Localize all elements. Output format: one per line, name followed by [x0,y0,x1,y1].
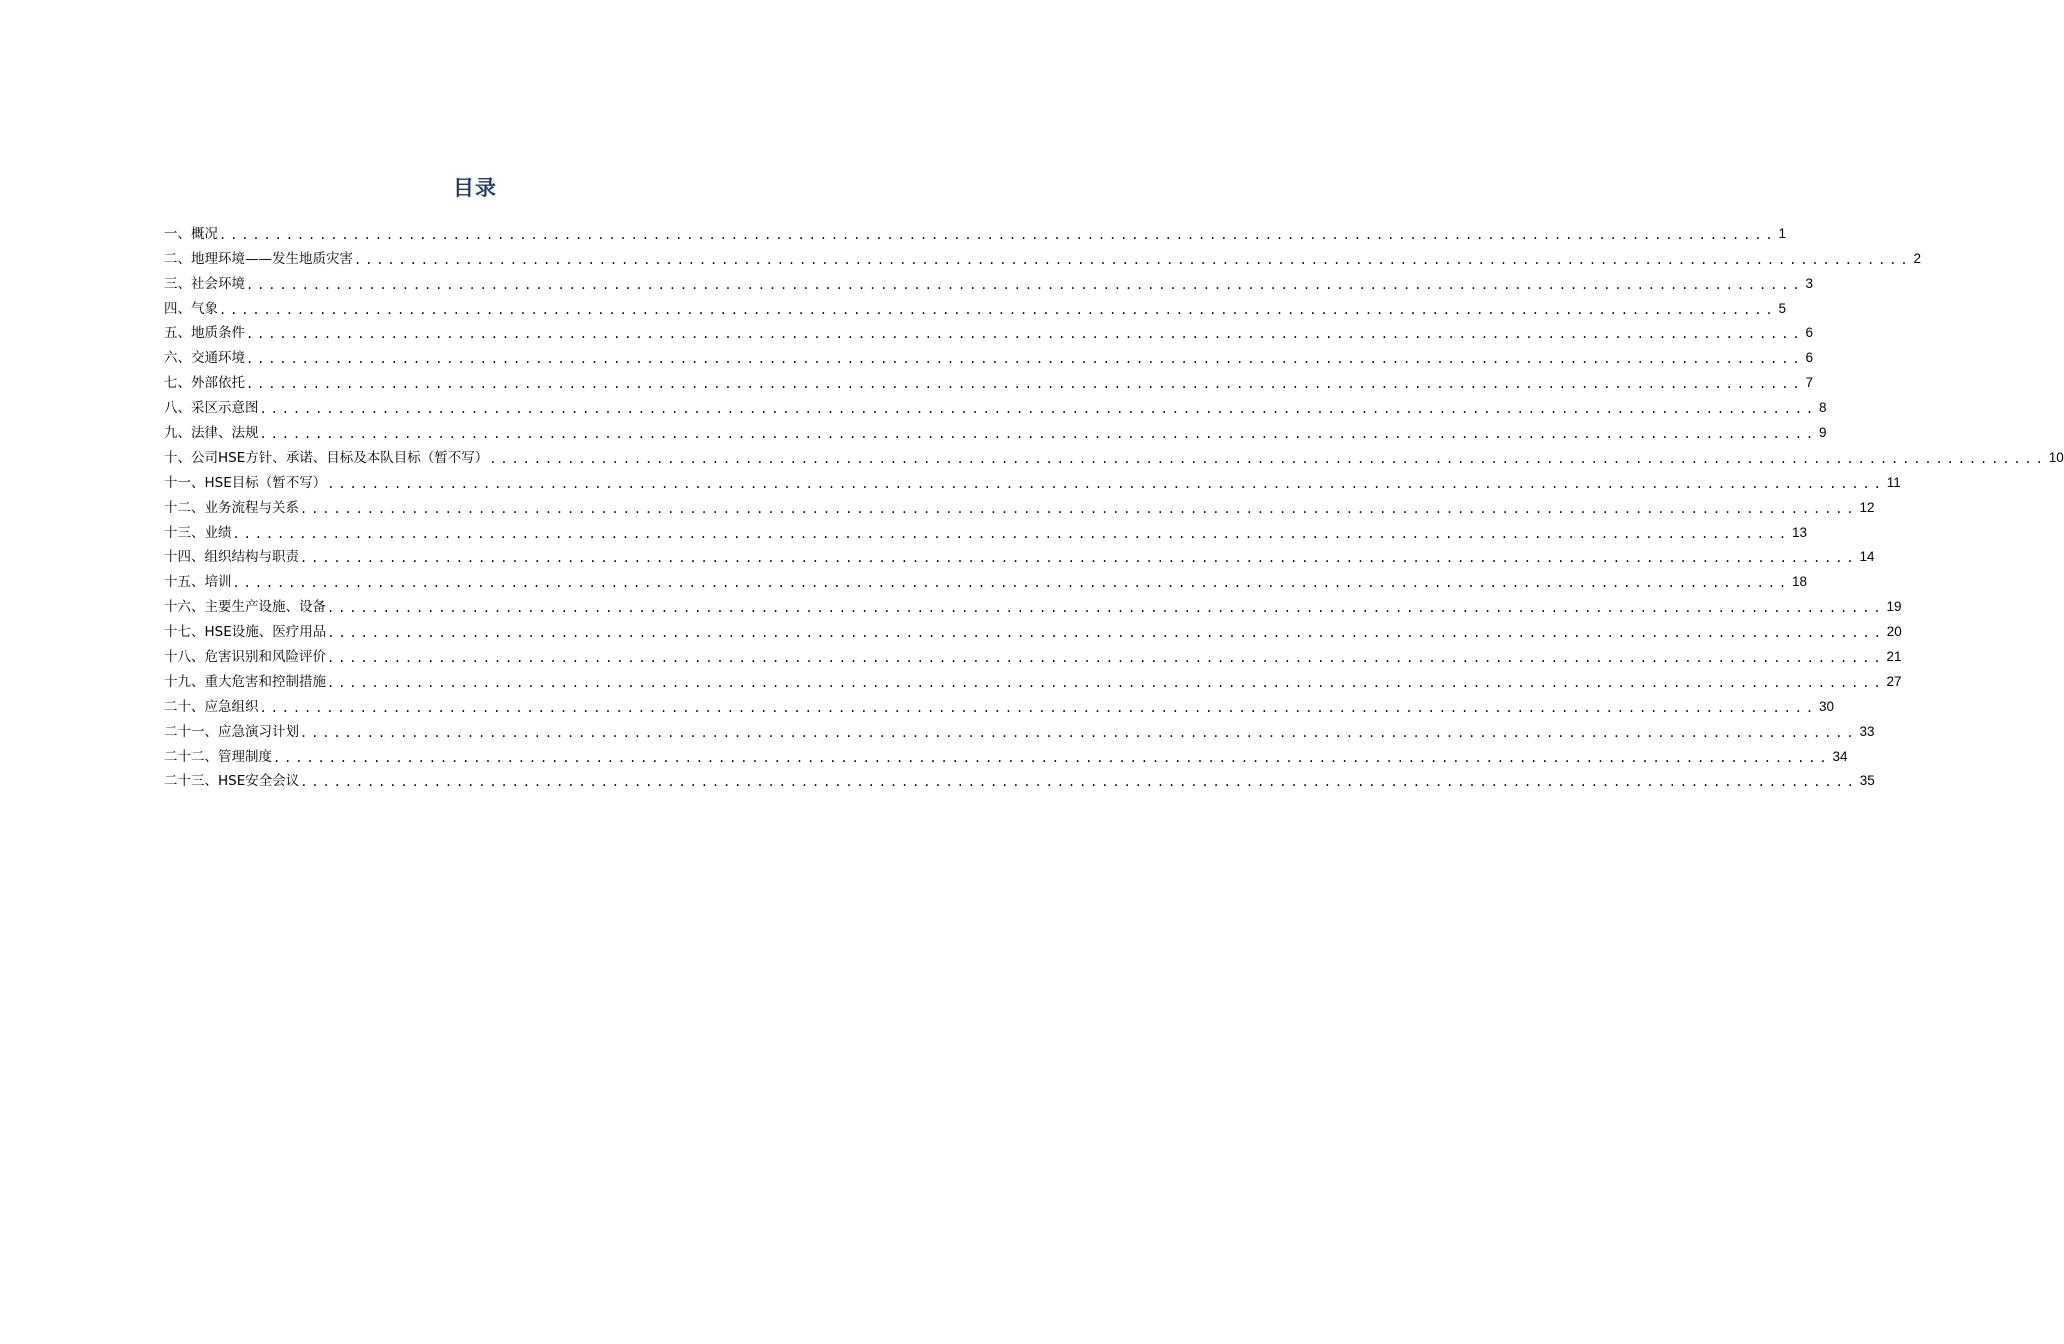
toc-entry-label: 二十二、管理制度 [164,748,272,765]
toc-entry-page-number: 8 [1818,400,1827,416]
toc-entry[interactable] [164,342,1813,367]
toc-entry[interactable] [164,243,1921,268]
toc-dot-leader: ............................................................................................................................................ [327,626,1885,641]
toc-entry-page-number: 1 [1778,225,1786,241]
toc-entry-page-number: 34 [1832,748,1848,764]
toc-entry-label: 八、采区示意图 [164,400,259,417]
toc-entry[interactable] [164,293,1786,318]
toc-dot-leader: ............................................................................................................................................ [259,402,1817,417]
toc-entry[interactable] [164,392,1827,417]
toc-entry[interactable] [164,268,1813,293]
toc-entry[interactable] [164,218,1786,243]
toc-title: 目录 [453,176,497,200]
toc-entry[interactable] [164,716,1875,741]
toc-dot-leader: ............................................................................................................................................ [246,352,1804,367]
toc-entry-page-number: 10 [2048,449,2064,465]
toc-entry[interactable] [164,417,1827,442]
toc-entry[interactable] [164,666,1902,691]
toc-entry-page-number: 27 [1886,673,1902,689]
toc-entry[interactable] [164,367,1813,392]
toc-entry-page-number: 19 [1886,599,1902,615]
toc-entry-label: 七、外部依托 [164,375,245,392]
toc-dot-leader: ............................................................................................................................................ [259,427,1817,442]
toc-entry-label: 二十三、HSE安全会议 [164,773,300,790]
toc-entry-label: 二十一、应急演习计划 [164,723,299,740]
toc-entry-label: 四、气象 [164,300,218,317]
toc-entry-label: 十三、业绩 [164,524,232,541]
table-of-contents [164,218,2064,790]
toc-entry[interactable] [164,616,1902,641]
toc-entry-page-number: 14 [1859,549,1875,565]
toc-entry-label: 十、公司HSE方针、承诺、目标及本队目标（暂不写） [164,449,489,466]
toc-entry-page-number: 5 [1778,300,1786,316]
toc-entry-page-number: 6 [1805,350,1813,366]
toc-entry-page-number: 35 [1859,773,1875,789]
toc-entry-label: 三、社会环境 [164,275,245,292]
toc-entry-label: 十七、HSE设施、医疗用品 [164,624,327,641]
toc-dot-leader: ............................................................................................................................................ [259,700,1817,715]
toc-entry-label: 十一、HSE目标（暂不写） [164,474,327,491]
toc-entry-page-number: 6 [1805,325,1813,341]
toc-dot-leader: ............................................................................................................................................ [219,302,1777,317]
toc-entry-page-number: 30 [1818,698,1834,714]
toc-entry[interactable] [164,741,1848,766]
toc-entry-label: 九、法律、法规 [164,425,259,442]
toc-dot-leader: ............................................................................................................................................ [354,252,1912,267]
toc-dot-leader: ............................................................................................................................................ [327,675,1885,690]
toc-entry-label: 二、地理环境——发生地质灾害 [164,250,353,267]
toc-entry-page-number: 11 [1886,474,1901,490]
toc-entry[interactable] [164,318,1813,343]
toc-entry-page-number: 13 [1791,524,1807,540]
toc-dot-leader: ............................................................................................................................................ [219,227,1777,242]
toc-dot-leader: ............................................................................................................................................ [489,451,2047,466]
toc-dot-leader: ............................................................................................................................................ [273,750,1831,765]
toc-entry[interactable] [164,691,1834,716]
toc-entry-page-number: 33 [1859,723,1875,739]
toc-entry[interactable] [164,766,1875,791]
toc-entry-page-number: 2 [1913,250,1921,266]
toc-entry-page-number: 21 [1886,649,1902,665]
toc-entry-page-number: 9 [1818,425,1827,441]
toc-entry[interactable] [164,641,1902,666]
toc-entry[interactable] [164,442,2064,467]
toc-dot-leader: ............................................................................................................................................ [232,526,1790,541]
toc-entry-label: 十五、培训 [164,574,232,591]
toc-entry-page-number: 20 [1886,624,1902,640]
toc-dot-leader: ............................................................................................................................................ [246,327,1804,342]
toc-entry-label: 一、概况 [164,225,218,242]
toc-entry-page-number: 7 [1805,375,1813,391]
toc-dot-leader: ............................................................................................................................................ [300,501,1858,516]
toc-dot-leader: ............................................................................................................................................ [300,725,1858,740]
toc-entry[interactable] [164,517,1807,542]
toc-dot-leader: ............................................................................................................................................ [327,601,1885,616]
toc-dot-leader: ............................................................................................................................................ [300,551,1858,566]
toc-entry-page-number: 18 [1791,574,1807,590]
toc-entry-label: 十八、危害识别和风险评价 [164,649,326,666]
toc-entry-page-number: 12 [1859,499,1875,515]
toc-entry[interactable] [164,566,1807,591]
toc-entry[interactable] [164,591,1902,616]
toc-dot-leader: ............................................................................................................................................ [232,576,1790,591]
toc-entry-label: 二十、应急组织 [164,698,259,715]
toc-entry[interactable] [164,467,1901,492]
toc-entry-label: 十四、组织结构与职责 [164,549,299,566]
toc-entry-label: 十六、主要生产设施、设备 [164,599,326,616]
toc-dot-leader: ............................................................................................................................................ [327,651,1885,666]
toc-dot-leader: ............................................................................................................................................ [246,277,1804,292]
toc-entry-label: 十二、业务流程与关系 [164,499,299,516]
toc-entry-page-number: 3 [1805,275,1813,291]
toc-dot-leader: ............................................................................................................................................ [246,377,1804,392]
toc-dot-leader: ............................................................................................................................................ [327,476,1885,491]
toc-entry-label: 六、交通环境 [164,350,245,367]
toc-dot-leader: ............................................................................................................................................ [300,775,1858,790]
toc-entry[interactable] [164,542,1875,567]
toc-entry-label: 五、地质条件 [164,325,245,342]
toc-entry[interactable] [164,492,1875,517]
toc-entry-label: 十九、重大危害和控制措施 [164,673,326,690]
